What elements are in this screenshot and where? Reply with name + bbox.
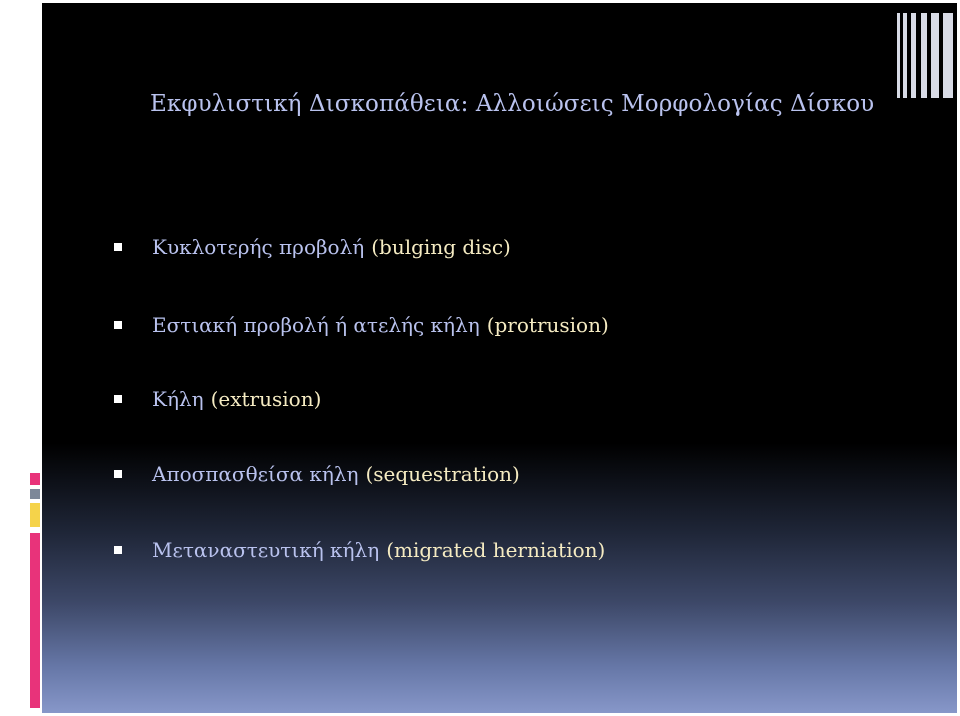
bullet-english-text: (migrated herniation) [386, 538, 606, 562]
accent-block-yellow [30, 503, 40, 527]
bullet-greek-text: Κήλη [152, 387, 204, 411]
accent-block-gray [30, 489, 40, 499]
stripe-bar [903, 13, 907, 98]
stripe-bar [943, 13, 953, 98]
bullet-square-icon [114, 470, 122, 478]
bullet-greek-text: Αποσπασθείσα κήλη [152, 462, 359, 486]
bullet-item-extrusion [114, 384, 321, 414]
accent-block-pink [30, 533, 40, 708]
bullet-item-migrated [114, 535, 605, 565]
stripe-decoration-top-right [897, 3, 957, 113]
slide-title: Εκφυλιστική Δισκοπάθεια: Αλλοιώσεις Μορφολογίας Δίσκου [150, 91, 875, 117]
bullet-item-sequestration [114, 459, 520, 489]
stripe-bar [931, 13, 939, 98]
stripe-bar [897, 13, 900, 98]
bullet-english-text: (extrusion) [210, 387, 322, 411]
bullet-square-icon [114, 243, 122, 251]
bullet-english-text: (bulging disc) [371, 235, 511, 259]
stripe-bar [911, 13, 916, 98]
bullet-english-text: (protrusion) [486, 313, 609, 337]
accent-block-pink [30, 473, 40, 485]
slide-canvas [42, 3, 957, 713]
bullet-greek-text: Εστιακή προβολή ή ατελής κήλη [152, 313, 480, 337]
bullet-square-icon [114, 546, 122, 554]
bullet-greek-text: Μεταναστευτική κήλη [152, 538, 380, 562]
bullet-english-text: (sequestration) [365, 462, 520, 486]
bullet-item-protrusion [114, 310, 609, 340]
bullet-square-icon [114, 395, 122, 403]
bullet-item-bulging [114, 232, 511, 262]
stripe-bar [921, 13, 927, 98]
stripe-decoration-left [28, 473, 42, 708]
bullet-greek-text: Κυκλοτερής προβολή [152, 235, 365, 259]
bullet-square-icon [114, 321, 122, 329]
